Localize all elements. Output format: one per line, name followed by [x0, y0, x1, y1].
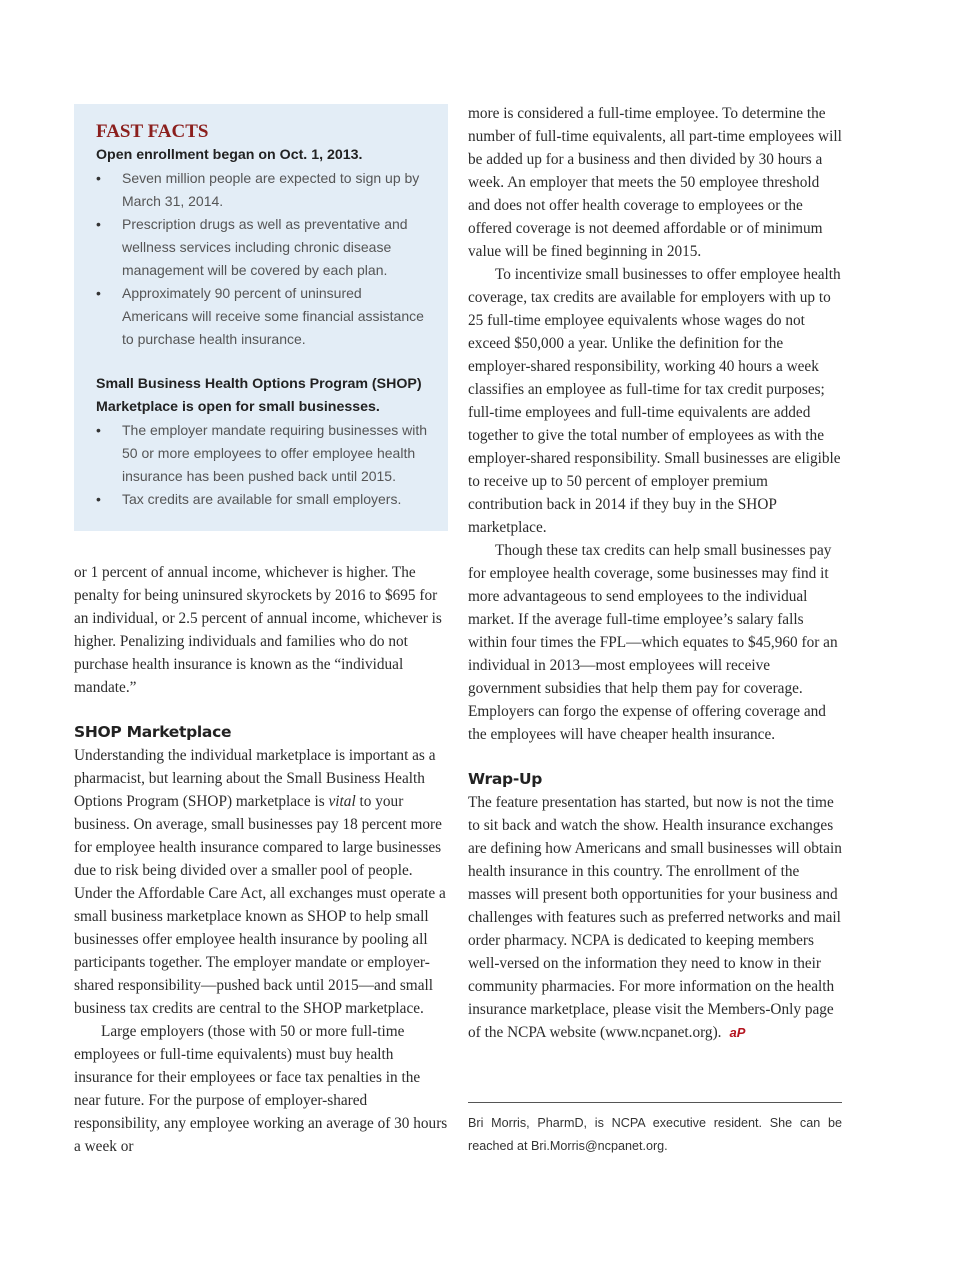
shop-marketplace-heading: SHOP Marketplace: [74, 723, 232, 741]
fast-facts-title: FAST FACTS: [96, 121, 209, 142]
right-column-text: [468, 102, 844, 1044]
list-item: • Prescription drugs as well as preventative and wellness services including chronic disease management will be covered by each plan.: [96, 213, 430, 282]
wrap-up-heading: Wrap-Up: [468, 770, 543, 788]
shop-paragraph-1: Understanding the individual marketplace is important as a pharmacist, but learning about the Small Business Health Options Program (SHOP) marketplace is vital to your business. On average, small businesses pay 18 percent more for employee health insurance compared to large businesses due to risk being divided over a smaller pool of people. Under the Affordable Care Act, all exchanges must operate a small business marketplace known as SHOP to help small businesses offer employee health insurance by pooling all participants together. The employer mandate or employer-shared responsibility—pushed back until 2015—and small business tax credits are central to the SHOP marketplace.: [74, 747, 446, 1017]
intro-paragraph: or 1 percent of annual income, whichever is higher. The penalty for being uninsured skyrockets by 2016 to $695 for an individual, or 2.5 percent of annual income, whichever is higher. Penalizing individuals and families who do not purchase health insurance is known as the “individual mandate.”: [74, 564, 442, 696]
left-column-text: [74, 561, 450, 1158]
shop-paragraph-2: Large employers (those with 50 or more full-time employees or full-time equivalents) must buy health insurance for their employees or face tax penalties in the near future. For the purpose of employer-shared responsibility, any employee working an average of 30 hours a week or: [74, 1023, 448, 1155]
emphasis-vital: vital: [328, 793, 356, 810]
wrap-up-paragraph: The feature presentation has started, but now is not the time to sit back and watch the show. Health insurance exchanges are defining how Americans and small businesses will obtain health insurance in this country. The enrollment of the masses will present both opportunities for your business and challenges with features such as preferred networks and mail order pharmacy. NCPA is dedicated to keeping members well-versed on the information they need to know in their community pharmacies. For more information on the health insurance marketplace, please visit the Members-Only page of the NCPA website (www.ncpanet.org). aP: [468, 791, 844, 1044]
fast-facts-shop-heading: Small Business Health Options Program (SHOP) Marketplace is open for small businesses.: [96, 376, 422, 415]
right-paragraph-2: To incentivize small businesses to offer employee health coverage, tax credits are available for employers with up to 25 full-time employee equivalents whose wages do not exceed $50,000 a year. Unlike the definition for the employer-shared responsibility, working 40 hours a week classifies an employee as full-time for tax credit purposes; full-time employees and full-time equivalents are added together to give the total number of employees as with the employer-shared responsibility. Small businesses are eligible to receive up to 50 percent of employer premium contribution back in 2014 if they buy in the SHOP marketplace.: [468, 266, 841, 536]
fast-facts-enrollment-heading: Open enrollment began on Oct. 1, 2013.: [96, 147, 363, 163]
end-mark-logo: aP: [729, 1025, 746, 1040]
divider-rule: [468, 1102, 842, 1103]
fast-facts-enrollment-list: [96, 167, 430, 351]
list-item: • Seven million people are expected to sign up by March 31, 2014.: [96, 167, 430, 213]
list-item: • The employer mandate requiring businesses with 50 or more employees to offer employee health insurance has been pushed back until 2015.: [96, 419, 430, 488]
fast-facts-box: [74, 104, 448, 531]
right-paragraph-3: Though these tax credits can help small businesses pay for employee health coverage, some businesses may find it more advantageous to send employees to the individual market. If the average full-time employee’s salary falls within four times the FPL—which equates to $45,960 for an individual in 2013—most employees will receive government subsidies that help them pay for coverage. Employers can forgo the expense of offering coverage and the employees will have cheaper health insurance.: [468, 542, 838, 743]
fast-facts-shop-list: [96, 419, 430, 511]
right-paragraph-1: more is considered a full-time employee. To determine the number of full-time equivalents, all part-time employees will be added up for a business and then divided by 30 hours a week. An employer that meets the 50 employee threshold and does not offer health coverage to employees or the offered coverage is not deemed affordable or of minimum value will be fined beginning in 2015.: [468, 105, 842, 260]
list-item: • Tax credits are available for small employers.: [96, 488, 430, 511]
author-bio: Bri Morris, PharmD, is NCPA executive resident. She can be reached at Bri.Morris@ncpanet.org.: [468, 1116, 842, 1153]
list-item: • Approximately 90 percent of uninsured Americans will receive some financial assistance to purchase health insurance.: [96, 282, 430, 351]
